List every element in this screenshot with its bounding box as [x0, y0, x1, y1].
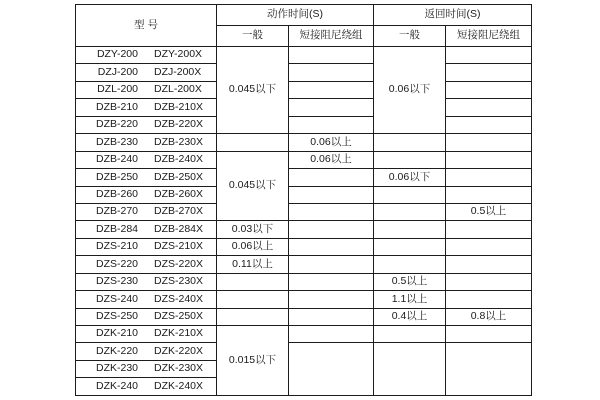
model-name: DZS-240 [95, 292, 138, 305]
action-short-cell [289, 256, 374, 273]
header-action-general: 一般 [217, 26, 289, 47]
model-name-x: DZS-240X [154, 292, 204, 305]
model-cell [76, 134, 217, 151]
model-cell [76, 116, 217, 133]
model-name-x: DZB-210X [154, 100, 204, 113]
header-return-time: 返回时间(S) [374, 5, 532, 26]
table-row [76, 273, 532, 290]
table-row [76, 291, 532, 308]
action-short-cell [289, 326, 374, 343]
model-cell [76, 169, 217, 186]
model-name-x: DZB-220X [154, 118, 204, 131]
model-name: DZY-200 [96, 48, 138, 61]
table-row [76, 186, 532, 203]
table-row [76, 64, 532, 81]
table-row [76, 81, 532, 98]
action-short-cell [289, 116, 374, 133]
model-name: DZB-230 [95, 135, 138, 148]
model-name: DZB-284 [95, 222, 138, 235]
model-cell [76, 151, 217, 168]
action-short-cell [289, 169, 374, 186]
return-short-cell [446, 134, 532, 151]
model-cell [76, 47, 217, 64]
model-name: DZK-230 [95, 362, 138, 375]
model-name-x: DZL-200X [154, 83, 202, 96]
table-row [76, 134, 532, 151]
model-name-x: DZK-220X [154, 344, 204, 357]
model-name-x: DZK-210X [154, 327, 204, 340]
action-general-cell: 0.045以下 [217, 47, 289, 134]
return-short-cell [446, 238, 532, 255]
model-cell [76, 378, 217, 395]
model-name: DZB-270 [95, 205, 138, 218]
action-general-cell: 0.015以下 [217, 326, 289, 396]
table-row [76, 308, 532, 325]
return-general-cell [374, 238, 446, 255]
model-cell [76, 186, 217, 203]
model-name-x: DZJ-200X [154, 65, 202, 78]
return-short-cell [446, 256, 532, 273]
return-short-cell [446, 151, 532, 168]
action-short-cell [289, 81, 374, 98]
table-row [76, 238, 532, 255]
action-general-cell [217, 308, 289, 325]
action-general-cell [217, 291, 289, 308]
return-general-cell [374, 343, 446, 395]
action-short-cell [289, 273, 374, 290]
return-general-cell [374, 256, 446, 273]
return-general-cell [374, 203, 446, 220]
table-row [76, 99, 532, 116]
action-short-cell [289, 99, 374, 116]
return-short-cell [446, 326, 532, 343]
action-short-cell [289, 47, 374, 64]
model-cell [76, 238, 217, 255]
model-cell [76, 64, 217, 81]
table-row [76, 47, 532, 64]
action-short-cell [289, 221, 374, 238]
return-short-cell [446, 81, 532, 98]
model-name-x: DZY-200X [154, 48, 203, 61]
action-short-cell [289, 186, 374, 203]
model-cell [76, 308, 217, 325]
action-short-cell [289, 343, 374, 395]
return-short-cell [446, 221, 532, 238]
return-short-cell [446, 273, 532, 290]
model-cell [76, 326, 217, 343]
model-cell [76, 203, 217, 220]
model-name-x: DZK-240X [154, 379, 204, 392]
model-name: DZB-240 [95, 153, 138, 166]
model-cell [76, 291, 217, 308]
header-action-short-damping: 短接阻尼绕组 [289, 26, 374, 47]
table-row [76, 256, 532, 273]
action-general-cell: 0.11以上 [217, 256, 289, 273]
model-name-x: DZS-210X [154, 240, 204, 253]
return-short-cell [446, 116, 532, 133]
table-row [76, 169, 532, 186]
return-general-cell [374, 186, 446, 203]
return-short-cell [446, 169, 532, 186]
action-short-cell [289, 203, 374, 220]
action-short-cell: 0.06以上 [289, 134, 374, 151]
return-short-cell [446, 99, 532, 116]
action-general-cell: 0.06以上 [217, 238, 289, 255]
model-cell [76, 99, 217, 116]
model-cell [76, 273, 217, 290]
header-row-1 [76, 5, 532, 26]
return-general-cell [374, 326, 446, 343]
model-name-x: DZK-230X [154, 362, 204, 375]
model-name-x: DZB-240X [154, 153, 204, 166]
header-return-general: 一般 [374, 26, 446, 47]
action-short-cell [289, 64, 374, 81]
model-name-x: DZB-270X [154, 205, 204, 218]
header-action-time: 动作时间(S) [217, 5, 374, 26]
table-row [76, 221, 532, 238]
model-name-x: DZS-230X [154, 275, 204, 288]
return-general-cell [374, 221, 446, 238]
action-short-cell [289, 308, 374, 325]
model-name: DZJ-200 [97, 65, 138, 78]
return-short-cell [446, 64, 532, 81]
action-short-cell: 0.06以上 [289, 151, 374, 168]
model-name: DZK-240 [95, 379, 138, 392]
action-general-cell [217, 134, 289, 151]
table-row [76, 203, 532, 220]
header-model: 型 号 [76, 5, 217, 47]
action-short-cell [289, 238, 374, 255]
model-name: DZS-210 [95, 240, 138, 253]
return-general-cell: 0.5以上 [374, 273, 446, 290]
model-name: DZS-250 [95, 310, 138, 322]
model-name-x: DZS-250X [154, 310, 204, 322]
action-general-cell: 0.03以下 [217, 221, 289, 238]
model-name: DZB-210 [95, 100, 138, 113]
table-row [76, 326, 532, 343]
model-name: DZK-220 [95, 344, 138, 357]
model-name: DZB-260 [95, 187, 138, 200]
model-cell [76, 360, 217, 377]
model-cell [76, 81, 217, 98]
table-row [76, 151, 532, 168]
model-name: DZS-230 [95, 275, 138, 288]
model-cell [76, 256, 217, 273]
table-row [76, 116, 532, 133]
return-short-cell: 0.8以上 [446, 308, 532, 325]
model-name: DZS-220 [95, 257, 138, 270]
model-cell [76, 343, 217, 360]
relay-time-table-container [75, 4, 532, 396]
model-name-x: DZB-260X [154, 187, 204, 200]
header-return-short-damping: 短接阻尼绕组 [446, 26, 532, 47]
model-name-x: DZB-250X [154, 170, 204, 183]
model-cell [76, 221, 217, 238]
return-general-cell: 1.1以上 [374, 291, 446, 308]
return-general-cell: 0.4以上 [374, 308, 446, 325]
return-general-cell: 0.06以下 [374, 47, 446, 134]
return-short-cell [446, 186, 532, 203]
model-name: DZB-250 [95, 170, 138, 183]
model-name: DZK-210 [95, 327, 138, 340]
return-short-cell [446, 291, 532, 308]
relay-time-table [75, 4, 532, 396]
action-short-cell [289, 291, 374, 308]
return-general-cell [374, 151, 446, 168]
model-name-x: DZS-220X [154, 257, 204, 270]
action-general-cell [217, 273, 289, 290]
table-row [76, 343, 532, 360]
model-name-x: DZB-284X [154, 222, 204, 235]
action-general-cell: 0.045以下 [217, 151, 289, 221]
return-short-cell [446, 343, 532, 395]
return-short-cell: 0.5以上 [446, 203, 532, 220]
model-name-x: DZB-230X [154, 135, 204, 148]
return-general-cell [374, 134, 446, 151]
return-short-cell [446, 47, 532, 64]
return-general-cell: 0.06以下 [374, 169, 446, 186]
model-name: DZL-200 [97, 83, 138, 96]
model-name: DZB-220 [95, 118, 138, 131]
